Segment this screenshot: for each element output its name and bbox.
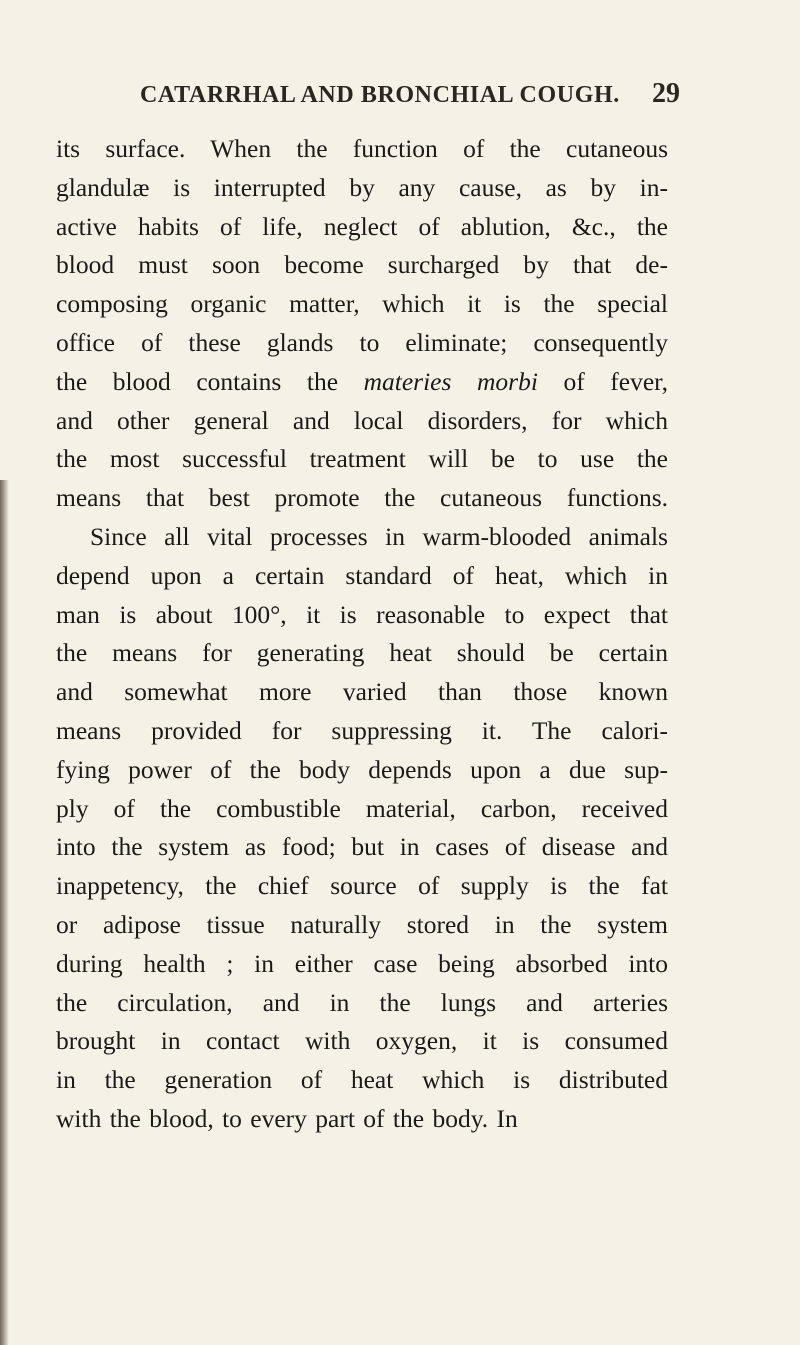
text-line: the means for generating heat should be certain — [56, 638, 668, 668]
text-line: composing organic matter, which it is the special — [56, 289, 668, 319]
text-line: brought in contact with oxygen, it is consumed — [56, 1026, 668, 1056]
text-line: into the system as food; but in cases of disease and — [56, 832, 668, 862]
text-line: active habits of life, neglect of ablution, &c., the — [56, 211, 668, 241]
text-line: means that best promote the cutaneous functions. — [56, 483, 668, 513]
text-line: man is about 100°, it is reasonable to expect that — [56, 599, 668, 629]
italic-phrase: materies morbi — [363, 366, 538, 396]
text-line: or adipose tissue naturally stored in the system — [56, 909, 668, 939]
page-number: 29 — [652, 78, 680, 109]
text-line: means provided for suppressing it. The calori- — [56, 715, 668, 745]
running-title: CATARRHAL AND BRONCHIAL COUGH. — [140, 82, 620, 108]
text-line: inappetency, the chief source of supply is the fat — [56, 871, 668, 901]
text-line: fying power of the body depends upon a due sup- — [56, 754, 668, 784]
text-segment: the blood contains the — [56, 366, 364, 396]
text-line: and somewhat more varied than those known — [56, 677, 668, 707]
text-line: its surface. When the function of the cutaneous — [56, 134, 668, 163]
text-line: blood must soon become surcharged by that de- — [56, 250, 668, 280]
paragraph-first-line: Since all vital processes in warm-blooded animals — [90, 521, 668, 551]
text-line: in the generation of heat which is distributed — [56, 1065, 668, 1095]
text-line: and other general and local disorders, for which — [56, 405, 668, 435]
text-line: the circulation, and in the lungs and arteries — [56, 987, 668, 1017]
text-line: with the blood, to every part of the body. In — [56, 1103, 518, 1133]
body-text — [56, 130, 668, 1139]
text-line — [56, 363, 668, 402]
text-line: glandulæ is interrupted by any cause, as by in- — [56, 172, 668, 202]
page-edge-shadow — [0, 480, 9, 1345]
text-line: during health ; in either case being absorbed into — [56, 948, 668, 978]
text-segment: of fever, — [537, 366, 669, 396]
text-line: depend upon a certain standard of heat, which in — [56, 560, 668, 590]
text-line: ply of the combustible material, carbon, received — [56, 793, 668, 823]
text-line: office of these glands to eliminate; consequently — [56, 327, 668, 357]
text-line: the most successful treatment will be to use the — [56, 444, 668, 474]
running-head — [140, 78, 680, 114]
